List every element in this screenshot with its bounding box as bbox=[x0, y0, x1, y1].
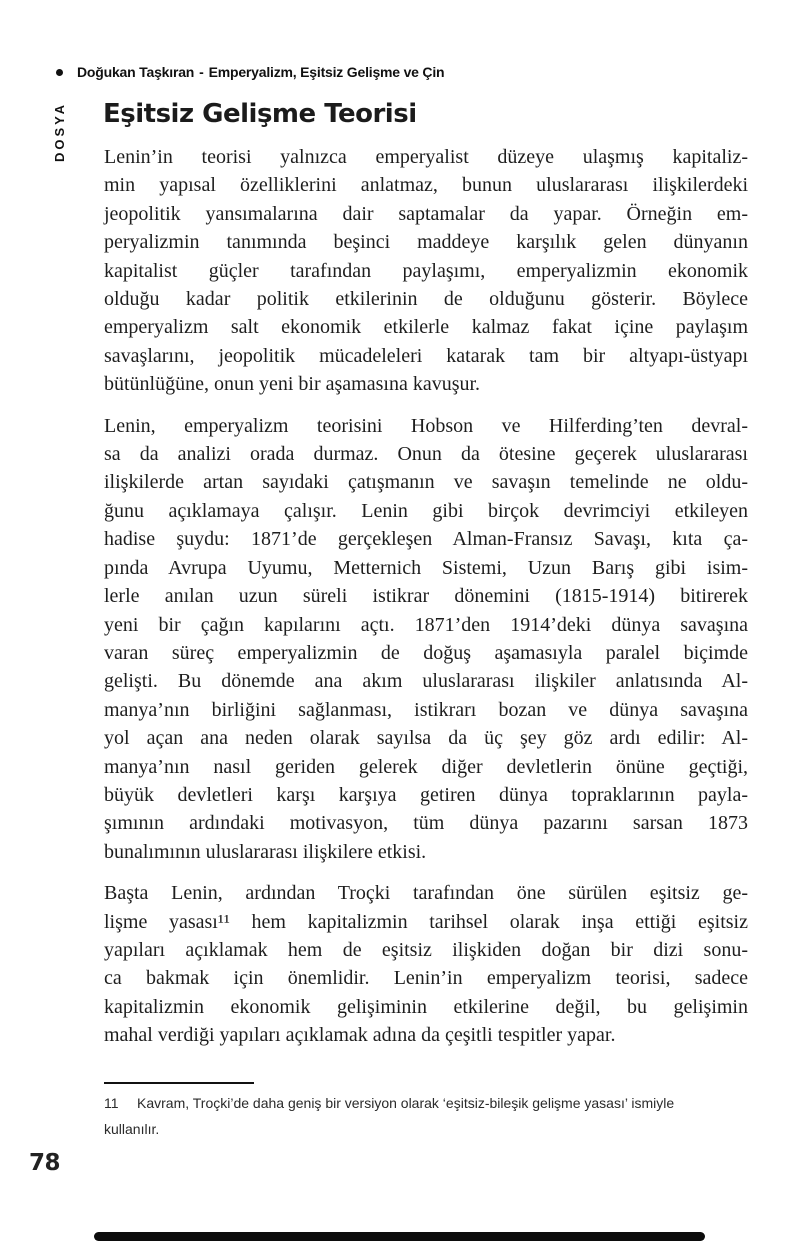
text-line: kapitalist güçler tarafından paylaşımı, emperyalizmin ekonomik bbox=[104, 259, 748, 282]
text-line: bütünlüğüne, onun yeni bir aşamasına kavuşur. bbox=[104, 373, 481, 396]
text-line: mahal verdiği yapıları açıklamak adına da çeşitli tespitler yapar. bbox=[104, 1024, 616, 1047]
text-line: gelişti. Bu dönemde ana akım uluslararası ilişkiler anlatısında Al- bbox=[104, 670, 748, 693]
text-line: ğunu açıklamaya çalışır. Lenin gibi birçok devrimciyi etkileyen bbox=[104, 499, 748, 522]
text-line: büyük devletleri karşı karşıya getiren dünya topraklarının payla- bbox=[104, 783, 748, 806]
text-line: hadise şuydu: 1871’de gerçekleşen Alman-Fransız Savaşı, kıta ça- bbox=[104, 528, 748, 551]
footnote-line-1 bbox=[104, 1090, 764, 1116]
text-line: jeopolitik yansımalarına dair saptamalar da yapar. Örneğin em- bbox=[104, 202, 748, 225]
text-line: yol açan ana neden olarak sayılsa da üç şey göz ardı edilir: Al- bbox=[104, 727, 748, 750]
text-line: şımının ardındaki motivasyon, tüm dünya pazarını sarsan 1873 bbox=[104, 812, 748, 835]
text-line: sa da analizi orada durmaz. Onun da ötesine geçerek uluslararası bbox=[104, 443, 748, 466]
text-line: Lenin, emperyalizm teorisini Hobson ve Hilferding’ten devral- bbox=[104, 414, 748, 437]
text-line: manya’nın nasıl geriden gelerek diğer devletlerin önüne geçtiği, bbox=[104, 755, 748, 778]
page-number: 78 bbox=[29, 1150, 61, 1176]
paragraph bbox=[104, 879, 748, 1049]
footnote-line-2: kullanılır. bbox=[104, 1121, 160, 1137]
text-line: bunalımının uluslararası ilişkilere etkisi. bbox=[104, 840, 427, 863]
running-header bbox=[56, 64, 444, 80]
footnote-text: Kavram, Troçki’de daha geniş bir versiyon olarak ‘eşitsiz-bileşik gelişme yasası’ ismiyle bbox=[137, 1095, 675, 1111]
text-line: ca bakmak için önemlidir. Lenin’in emperyalizm teorisi, sadece bbox=[104, 967, 748, 990]
body-text bbox=[104, 143, 748, 1063]
header-author: Doğukan Taşkıran bbox=[77, 64, 195, 80]
footnote-number: 11 bbox=[104, 1095, 119, 1111]
header-separator: - bbox=[199, 64, 204, 80]
text-line: Lenin’in teorisi yalnızca emperyalist düzeye ulaşmış kapitaliz- bbox=[104, 146, 748, 168]
text-line: lişme yasası¹¹ hem kapitalizmin tarihsel olarak inşa ettiği eşitsiz bbox=[104, 910, 748, 933]
text-line: ilişkilerde artan sayıdaki çatışmanın ve savaşın temelinde ne oldu- bbox=[104, 471, 748, 494]
page-title: Eşitsiz Gelişme Teorisi bbox=[103, 99, 417, 129]
footnote-block bbox=[104, 1082, 764, 1142]
bullet-icon bbox=[56, 69, 63, 76]
text-line: olduğu kadar politik etkilerinin de olduğunu gösterir. Böylece bbox=[104, 288, 748, 311]
footnote-divider bbox=[104, 1082, 254, 1084]
section-label-vertical: DOSYA bbox=[52, 101, 67, 162]
home-indicator-bar[interactable] bbox=[94, 1232, 705, 1241]
text-line: emperyalizm salt ekonomik etkilerle kalmaz fakat içine paylaşım bbox=[104, 316, 748, 339]
paragraph bbox=[104, 143, 748, 399]
text-line: savaşlarını, jeopolitik mücadeleleri katarak tam bir altyapı-üstyapı bbox=[104, 344, 748, 367]
text-line: Başta Lenin, ardından Troçki tarafından öne sürülen eşitsiz ge- bbox=[104, 882, 748, 905]
text-line: lerle anılan uzun süreli istikrar dönemini (1815-1914) bitirerek bbox=[104, 585, 748, 608]
paragraph bbox=[104, 412, 748, 867]
header-book-title: Emperyalizm, Eşitsiz Gelişme ve Çin bbox=[208, 64, 445, 80]
text-line: yeni bir çağın kapılarını açtı. 1871’den 1914’deki dünya savaşına bbox=[104, 613, 748, 636]
text-line: manya’nın birliğini sağlanması, istikrarı bozan ve dünya savaşına bbox=[104, 698, 748, 721]
text-line: kapitalizmin ekonomik gelişiminin etkilerine değil, bu gelişimin bbox=[104, 995, 748, 1018]
text-line: varan süreç emperyalizmin de doğuş aşamasıyla paralel biçimde bbox=[104, 641, 748, 664]
text-line: yapıları açıklamak hem de eşitsiz ilişkiden doğan bir dizi sonu- bbox=[104, 938, 748, 961]
text-line: peryalizmin tanımında beşinci maddeye karşılık gelen dünyanın bbox=[104, 231, 748, 254]
text-line: pında Avrupa Uyumu, Metternich Sistemi, Uzun Barış gibi isim- bbox=[104, 556, 748, 579]
text-line: min yapısal özelliklerini anlatmaz, bunun uluslararası ilişkilerdeki bbox=[104, 174, 748, 197]
